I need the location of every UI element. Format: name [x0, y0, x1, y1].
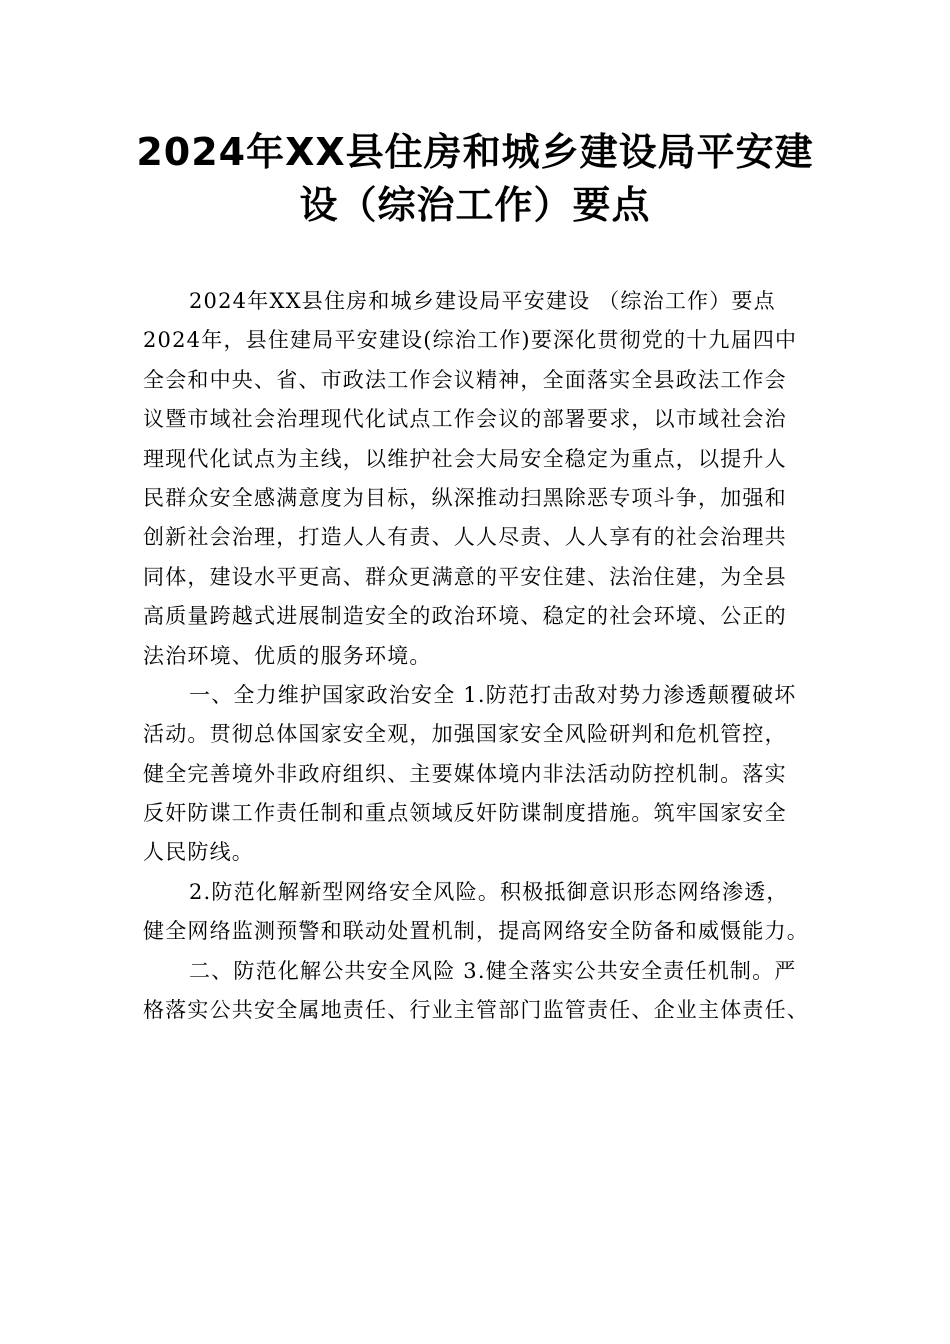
title-line-2: 设（综治工作）要点	[299, 183, 651, 227]
section-heading-line: 二、防范化解公共安全风险 3.健全落实公共安全责任机制。严	[189, 958, 797, 983]
body-line: 同体，建设水平更高、群众更满意的平安住建、法治住建，为全县	[143, 564, 787, 589]
title-line-1: 2024年XX县住房和城乡建设局平安建	[136, 130, 814, 174]
body-line: 高质量跨越式进展制造安全的政治环境、稳定的社会环境、公正的	[143, 604, 787, 629]
body-line: 反奸防谍工作责任制和重点领域反奸防谍制度措施。筑牢国家安全	[143, 801, 787, 826]
document-body	[143, 282, 813, 1030]
document-title	[0, 126, 950, 232]
body-line: 全会和中央、省、市政法工作会议精神，全面落实全县政法工作会	[143, 367, 787, 392]
body-line: 2024年XX县住房和城乡建设局平安建设 （综治工作）要点	[189, 289, 776, 313]
body-line: 2.防范化解新型网络安全风险。积极抵御意识形态网络渗透，	[189, 879, 789, 904]
section-heading-line: 一、全力维护国家政治安全 1.防范打击敌对势力渗透颠覆破坏	[189, 682, 797, 707]
body-line: 人民防线。	[143, 840, 254, 865]
body-line: 健全网络监测预警和联动处置机制，提高网络安全防备和威慑能力。	[143, 919, 809, 944]
body-line: 创新社会治理，打造人人有责、人人尽责、人人享有的社会治理共	[143, 525, 787, 550]
body-line: 议暨市域社会治理现代化试点工作会议的部署要求，以市域社会治	[143, 407, 787, 432]
body-line: 活动。贯彻总体国家安全观，加强国家安全风险研判和危机管控，	[143, 722, 787, 747]
body-line: 民群众安全感满意度为目标，纵深推动扫黑除恶专项斗争，加强和	[143, 485, 787, 510]
body-line: 2024年，县住建局平安建设(综治工作)要深化贯彻党的十九届四中	[143, 328, 798, 353]
body-line: 健全完善境外非政府组织、主要媒体境内非法活动防控机制。落实	[143, 761, 787, 786]
body-line: 理现代化试点为主线，以维护社会大局安全稳定为重点，以提升人	[143, 446, 787, 471]
body-line: 格落实公共安全属地责任、行业主管部门监管责任、企业主体责任、	[143, 998, 809, 1023]
body-line: 法治环境、优质的服务环境。	[143, 643, 432, 668]
